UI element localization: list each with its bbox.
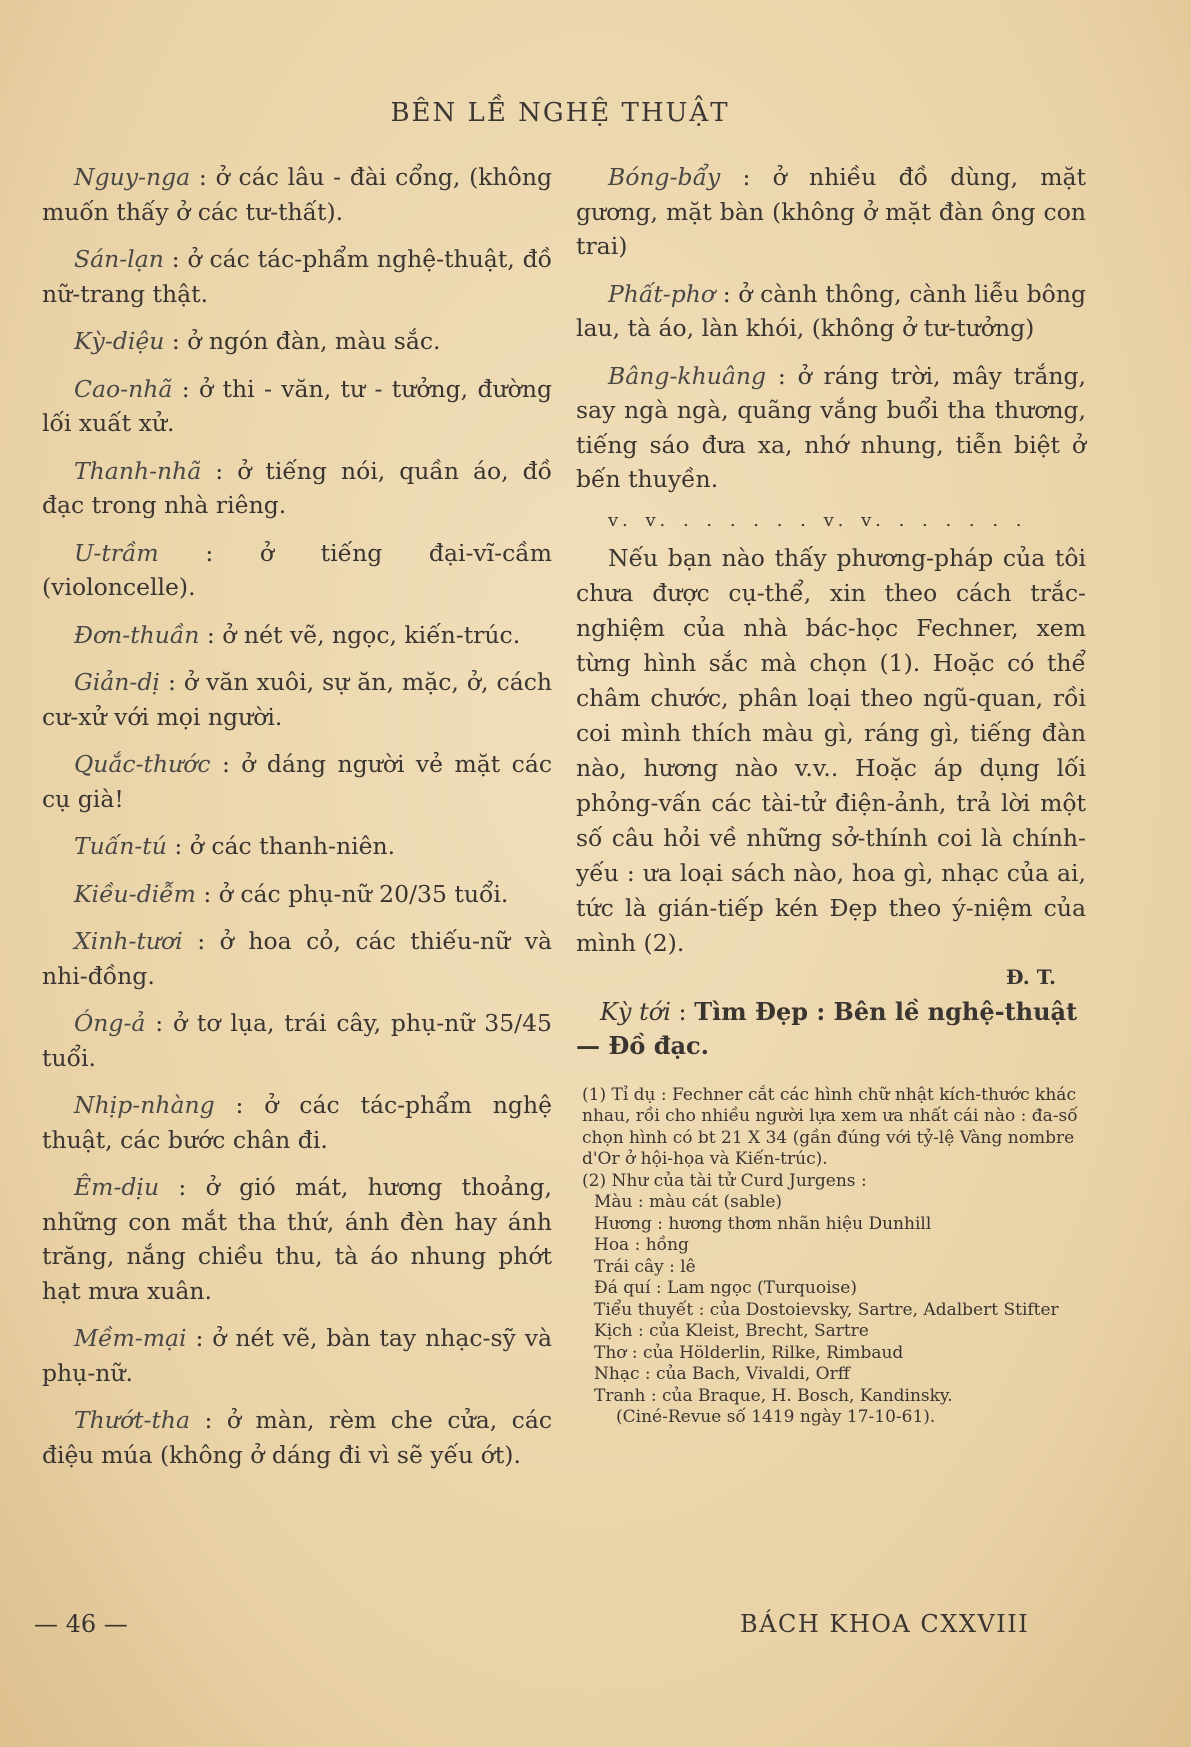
- page-header: BÊN LỀ NGHỆ THUẬT: [390, 98, 730, 128]
- list-item: [42, 536, 552, 605]
- footnote-line: Kịch : của Kleist, Brecht, Sartre: [594, 1321, 869, 1341]
- entry-term: Nguy-nga: [74, 163, 191, 191]
- list-item: [576, 160, 1086, 264]
- list-item: [42, 1006, 552, 1075]
- entry-text: : ở nhiều đồ dùng, mặt gương, mặt bàn (không ở mặt đàn ông con trai): [576, 163, 1086, 260]
- footnote-line: (Ciné-Revue số 1419 ngày 17-10-61).: [616, 1407, 936, 1427]
- list-item: [42, 454, 552, 523]
- entry-text: : ở nét vẽ, ngọc, kiến-trúc.: [199, 620, 521, 649]
- footnote-line: Màu : màu cát (sable): [594, 1192, 783, 1212]
- entry-term: Phất-phơ: [608, 279, 716, 308]
- entry-term: Thướt-tha: [74, 1406, 191, 1434]
- footnote-line: (2) Như của tài tử Curd Jurgens :: [582, 1170, 867, 1191]
- list-item: [42, 924, 552, 993]
- list-item: [42, 372, 552, 441]
- entry-text: : ở tiếng đại-vĩ-cầm (violoncelle).: [42, 538, 552, 601]
- entry-term: Xinh-tươi: [74, 927, 183, 955]
- entry-text: : ở màn, rèm che cửa, các điệu múa (không ở dáng đi vì sẽ yếu ớt).: [42, 1406, 552, 1469]
- right-column: [576, 160, 1086, 1429]
- list-item: [42, 747, 552, 816]
- page-number: — 46 —: [34, 1610, 128, 1638]
- ellipsis-line: v. v. . . . . . . v. v. . . . . . .: [608, 509, 1028, 531]
- footnote-line: Thơ : của Hölderlin, Rilke, Rimbaud: [594, 1342, 904, 1363]
- list-item: [576, 277, 1086, 346]
- next-issue-label: Kỳ tới: [600, 997, 671, 1026]
- entry-text: : ở các tác-phẩm nghệ-thuật, đồ nữ-trang thật.: [42, 245, 552, 308]
- entry-text: : ở các lâu - đài cổng, (không muốn thấy ở các tư-thất).: [42, 163, 552, 226]
- entry-text: : ở ngón đàn, màu sắc.: [164, 327, 441, 355]
- entry-text: : ở hoa cỏ, các thiếu-nữ và nhi-đồng.: [42, 927, 552, 990]
- entry-text: : ở các tác-phẩm nghệ thuật, các bước chân đi.: [42, 1091, 552, 1154]
- next-issue-body: Tìm Đẹp : Bên lề nghệ-thuật — Đồ đạc.: [576, 996, 1078, 1060]
- list-item: [42, 1403, 552, 1472]
- footnote-line: Nhạc : của Bach, Vivaldi, Orff: [594, 1364, 850, 1384]
- entry-term: U-trầm: [74, 538, 159, 567]
- list-item: [576, 359, 1086, 497]
- entry-text: : ở dáng người vẻ mặt các cụ già!: [42, 750, 552, 813]
- main-paragraph: Nếu bạn nào thấy phương-pháp của tôi chưa được cụ-thể, xin theo cách trắc-nghiệm của nhà bác-học Fechner, xem từng hình sắc mà chọn (1). Hoặc có thể châm chước, phân loại theo ngũ-quan, rồi coi mình thích màu gì, ráng gì, tiếng đàn nào, hương nào v.v.. Hoặc áp dụng lối phỏng-vấn các tài-tử điện-ảnh, trả lời một số câu hỏi về những sở-thính coi là chính-yếu : ưa loại sách nào, hoa gì, nhạc của ai, tức là gián-tiếp kén Đẹp theo ý-niệm của mình (2).: [576, 543, 1086, 957]
- footnote-line: Tiểu thuyết : của Dostoievsky, Sartre, Adalbert Stifter: [594, 1299, 1059, 1320]
- footnote-line: Hương : hương thơm nhãn hiệu Dunhill: [594, 1213, 932, 1234]
- entry-text: : ở văn xuôi, sự ăn, mặc, ở, cách cư-xử với mọi người.: [42, 668, 552, 731]
- entry-text: : ở gió mát, hương thoảng, những con mắt tha thứ, ánh đèn hay ánh trăng, nắng chiều thu, tà áo nhung phớt hạt mưa xuân.: [42, 1173, 552, 1305]
- entry-text: : ở ráng trời, mây trắng, say ngà ngà, quãng vắng buổi tha thương, tiếng sáo đưa xa, nhớ nhung, tiễn biệt ở bến thuyền.: [576, 361, 1086, 493]
- left-column: [42, 160, 552, 1485]
- list-item: [42, 1321, 552, 1390]
- entry-text: : ở tiếng nói, quần áo, đồ đạc trong nhà riêng.: [42, 456, 552, 519]
- list-item: [42, 877, 552, 912]
- entry-term: Tuấn-tú: [74, 832, 167, 860]
- list-item: [42, 1088, 552, 1157]
- magazine-issue: BÁCH KHOA CXXVIII: [740, 1610, 1030, 1638]
- next-issue-colon: :: [670, 997, 695, 1026]
- footnote-line: (1) Tỉ dụ : Fechner cắt các hình chữ nhật kích-thước khác nhau, rồi cho nhiều người lựa xem ưa nhất cái nào : đa-số chọn hình có bt 21 X 34 (gần đúng với tỷ-lệ Vàng nombre d'Or ở hội-họa và Kiến-trúc).: [582, 1084, 1078, 1169]
- entry-text: : ở các thanh-niên.: [166, 832, 396, 860]
- entry-term: Đơn-thuần: [74, 620, 200, 649]
- entry-term: Giản-dị: [74, 668, 160, 696]
- entry-text: : ở tơ lụa, trái cây, phụ-nữ 35/45 tuổi.: [42, 1009, 552, 1072]
- entry-term: Mềm-mại: [74, 1324, 187, 1352]
- entry-text: : ở cành thông, cành liễu bông lau, tà áo, làn khói, (không ở tư-tưởng): [576, 279, 1086, 342]
- next-issue-note: [576, 995, 1086, 1063]
- entry-term: Nhịp-nhàng: [74, 1091, 215, 1119]
- entry-term: Kiều-diễm: [74, 879, 196, 908]
- list-item: [42, 324, 552, 359]
- footnote-line: Hoa : hồng: [594, 1235, 689, 1255]
- entry-text: : ở các phụ-nữ 20/35 tuổi.: [195, 879, 509, 908]
- entry-term: Bóng-bẩy: [608, 163, 721, 191]
- list-item: [42, 160, 552, 229]
- entry-text: : ở thi - văn, tư - tưởng, đường lối xuất xử.: [42, 374, 552, 437]
- entry-term: Kỳ-diệu: [74, 327, 165, 355]
- author-signature: Đ. T.: [1006, 964, 1056, 989]
- footnotes: [576, 1085, 1086, 1429]
- footnote-line: Đá quí : Lam ngọc (Turquoise): [594, 1278, 857, 1298]
- entry-term: Cao-nhã: [74, 374, 173, 403]
- entry-term: Bâng-khuâng: [608, 361, 767, 390]
- entry-term: Thanh-nhã: [74, 456, 202, 485]
- list-item: [42, 242, 552, 311]
- list-item: [42, 618, 552, 653]
- entry-term: Êm-dịu: [74, 1173, 160, 1201]
- entry-term: Sán-lạn: [74, 245, 164, 273]
- footnote-line: Trái cây : lê: [594, 1256, 696, 1277]
- entry-term: Quắc-thước: [74, 750, 211, 778]
- list-item: [42, 665, 552, 734]
- entry-term: Óng-ả: [74, 1009, 146, 1037]
- footnote-line: Tranh : của Braque, H. Bosch, Kandinsky.: [594, 1385, 953, 1406]
- list-item: [42, 829, 552, 864]
- list-item: [42, 1170, 552, 1308]
- entry-text: : ở nét vẽ, bàn tay nhạc-sỹ và phụ-nữ.: [42, 1324, 552, 1387]
